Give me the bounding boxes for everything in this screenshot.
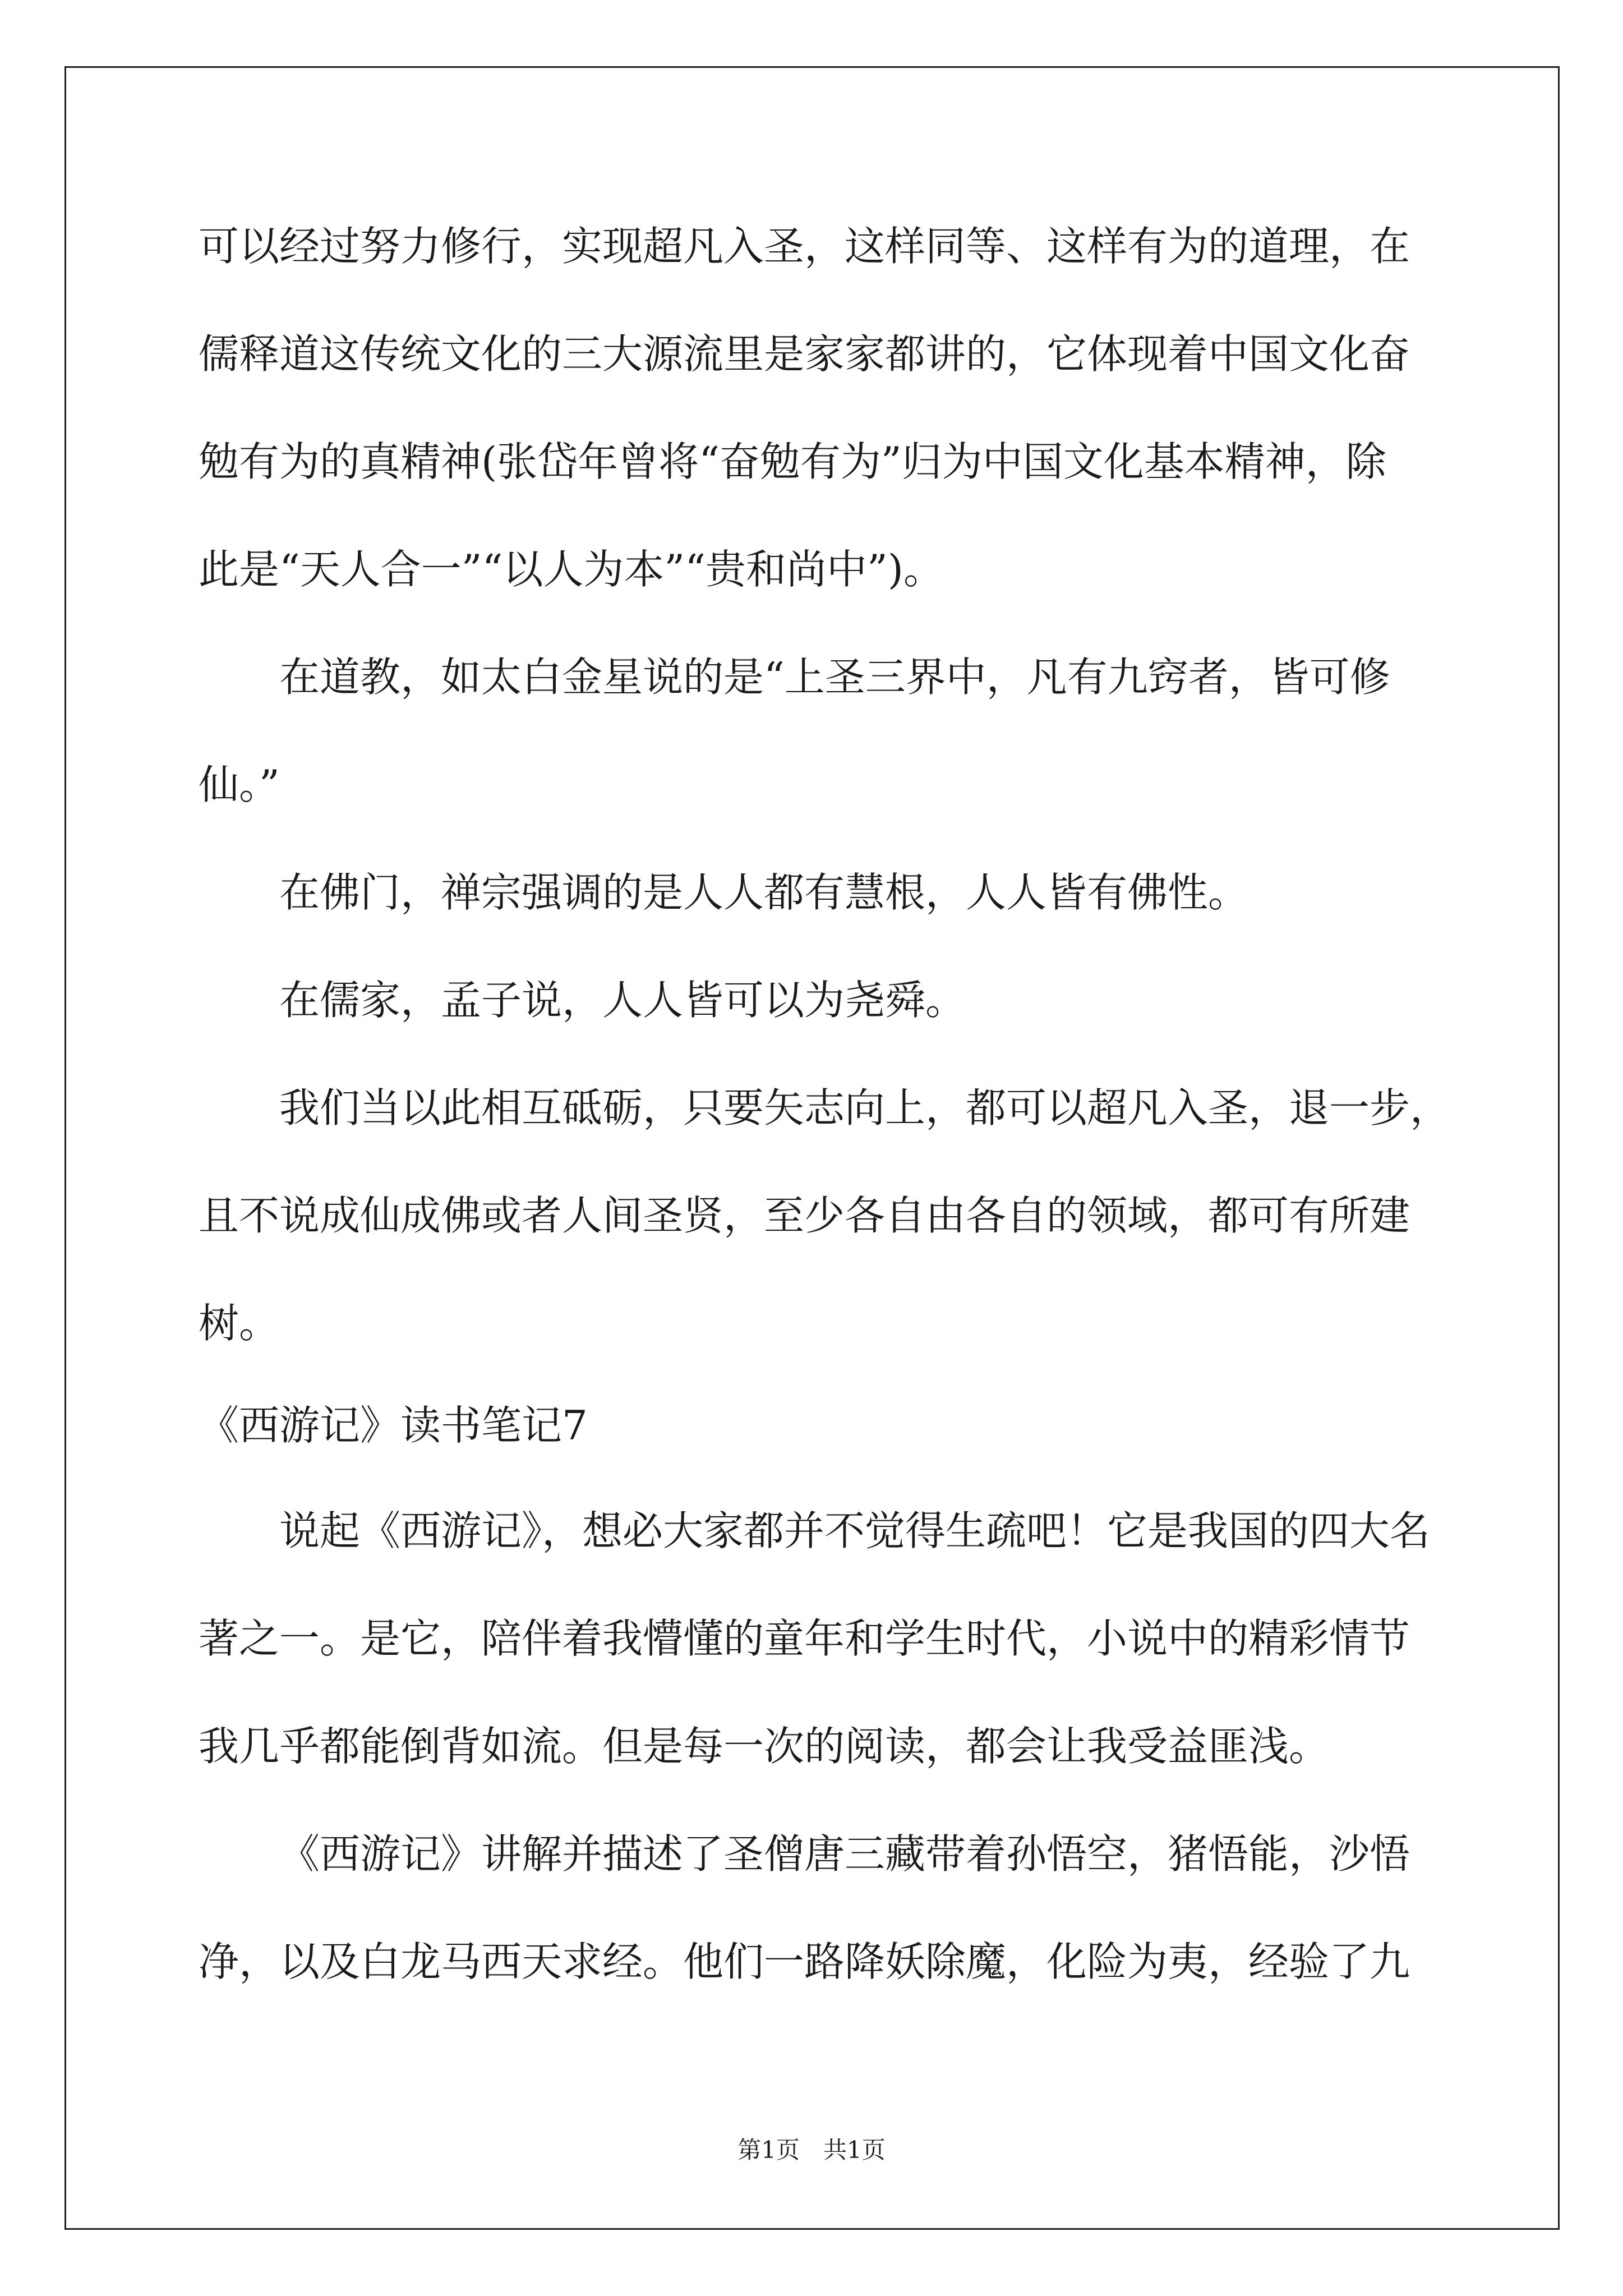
section-heading: 《西游记》读书笔记7 [199,1402,588,1449]
paragraph-line: 说起《西游记》，想必大家都并不觉得生疏吧！它是我国的四大名 [279,1507,1431,1554]
paragraph-line: 著之一。是它，陪伴着我懵懂的童年和学生时代，小说中的精彩情节 [199,1615,1410,1662]
paragraph-line: 我们当以此相互砥砺，只要矢志向上，都可以超凡入圣，退一步， [279,1084,1451,1131]
paragraph-line: 勉有为的真精神(张岱年曾将“奋勉有为”归为中国文化基本精神，除 [199,438,1386,485]
paragraph-line: 《西游记》讲解并描述了圣僧唐三藏带着孙悟空，猪悟能，沙悟 [279,1830,1410,1878]
paragraph-line: 在佛门，禅宗强调的是人人都有慧根，人人皆有佛性。 [279,869,1249,916]
paragraph-line: 净，以及白龙马西天求经。他们一路降妖除魔，化险为夷，经验了九 [199,1938,1410,1985]
paragraph-line: 仙。” [199,761,280,808]
paragraph-line: 在道教，如太白金星说的是“上圣三界中，凡有九窍者，皆可修 [279,654,1390,701]
page-number: 第1页 共1页 [737,2136,886,2164]
paragraph-line: 儒释道这传统文化的三大源流里是家家都讲的，它体现着中国文化奋 [199,330,1410,378]
page-border [64,66,1560,2230]
paragraph-line: 树。 [199,1300,280,1347]
paragraph-line: 且不说成仙成佛或者人间圣贤，至少各自由各自的领域，都可有所建 [199,1192,1410,1239]
paragraph-line: 此是“天人合一”“以人为本”“贵和尚中”)。 [199,546,944,593]
paragraph-line: 在儒家，孟子说，人人皆可以为尧舜。 [279,977,966,1024]
paragraph-line: 我几乎都能倒背如流。但是每一次的阅读，都会让我受益匪浅。 [199,1723,1330,1770]
paragraph-line: 可以经过努力修行，实现超凡入圣，这样同等、这样有为的道理，在 [199,223,1410,270]
